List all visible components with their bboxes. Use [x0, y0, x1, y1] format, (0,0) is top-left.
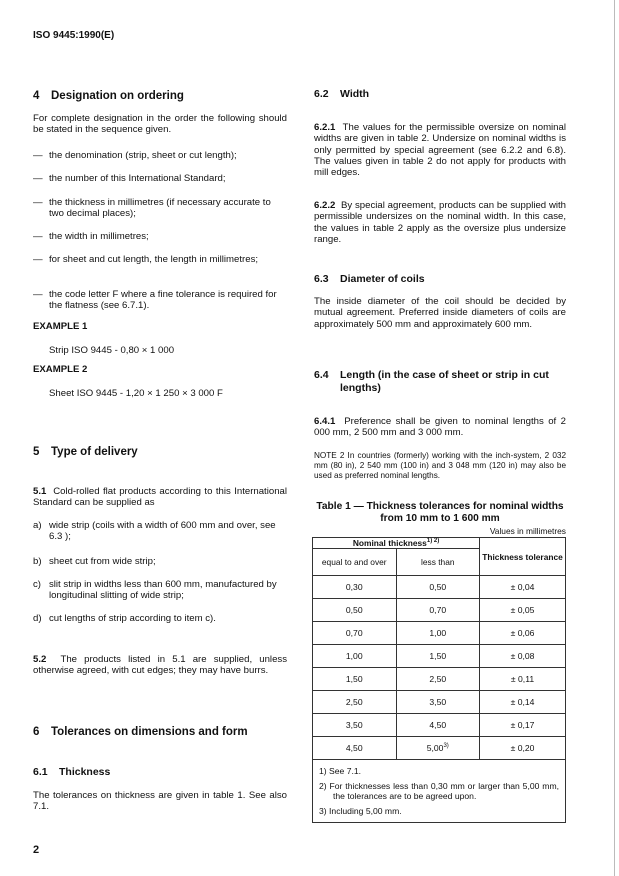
cell-to: 3,50: [396, 691, 480, 714]
thickness-tolerance-table: [312, 537, 566, 823]
paragraph-number: 6.4.1: [314, 416, 336, 427]
section-number: 6: [33, 726, 40, 738]
nominal-thickness-header: [313, 538, 480, 549]
footnote-ref: 1) 2): [426, 538, 440, 545]
section-6-2-heading: [314, 88, 566, 101]
paragraph-6-2-2: [314, 200, 566, 245]
dash-mark: —: [33, 231, 43, 242]
list-item: [33, 254, 287, 265]
list-item: [33, 579, 287, 602]
cell-from: 2,50: [313, 691, 397, 714]
paragraph-text: Preference shall be given to nominal lengths of 2 000 mm, 2 500 mm and 3 000 mm.: [314, 416, 566, 439]
example-1-label: EXAMPLE 1: [33, 321, 88, 332]
col-to-header: less than: [396, 549, 480, 576]
list-item: [33, 150, 287, 161]
list-item: [33, 197, 287, 220]
list-item-text: the code letter F where a fine tolerance is required for the flatness (see 6.7.1).: [49, 289, 277, 312]
dash-mark: —: [33, 254, 43, 265]
table-header-row: [313, 538, 566, 549]
list-marker: c): [33, 579, 41, 590]
section-6-4-heading: [314, 369, 566, 395]
cell-to: 1,00: [396, 622, 480, 645]
section-number: 5: [33, 446, 40, 458]
table-row: [313, 714, 566, 737]
col-from-header: equal to and over: [313, 549, 397, 576]
paragraph-number: 6.2.1: [314, 122, 336, 133]
cell-to: 4,50: [396, 714, 480, 737]
table-row: [313, 599, 566, 622]
section-title: Thickness: [59, 766, 111, 778]
cell-from: 0,50: [313, 599, 397, 622]
section-number: 6.2: [314, 88, 329, 100]
list-item: [33, 173, 287, 184]
section-number: 6.4: [314, 369, 329, 381]
cell-to: 2,50: [396, 668, 480, 691]
section-5-heading: [33, 445, 287, 459]
cell-tolerance: ± 0,06: [480, 622, 566, 645]
table-1-title: [312, 501, 568, 525]
paragraph-number: 5.2: [33, 654, 47, 665]
section-6-1-text: The tolerances on thickness are given in table 1. See also 7.1.: [33, 790, 287, 813]
cell-tolerance: ± 0,20: [480, 737, 566, 760]
example-2-text: Sheet ISO 9445 - 1,20 × 1 250 × 3 000 F: [49, 388, 223, 399]
cell-to: 0,70: [396, 599, 480, 622]
dash-mark: —: [33, 173, 43, 184]
table-footnotes: [313, 760, 566, 823]
section-number: 4: [33, 90, 40, 102]
table-row: [313, 691, 566, 714]
cell-to: 1,50: [396, 645, 480, 668]
cell-to: 0,50: [396, 576, 480, 599]
cell-tolerance: ± 0,08: [480, 645, 566, 668]
cell-tolerance: ± 0,17: [480, 714, 566, 737]
cell-tolerance: ± 0,04: [480, 576, 566, 599]
list-marker: b): [33, 556, 42, 567]
list-item-text: the denomination (strip, sheet or cut length);: [49, 150, 237, 161]
cell-from: 3,50: [313, 714, 397, 737]
example-2-label: EXAMPLE 2: [33, 364, 88, 375]
section-4-intro: For complete designation in the order the following should be stated in the sequence given.: [33, 113, 287, 136]
table-units: Values in millimetres: [489, 526, 566, 536]
cell-to: [396, 737, 480, 760]
cell-from: 1,50: [313, 668, 397, 691]
table-row: [313, 737, 566, 760]
section-title: Length (in the case of sheet or strip in cut lengths): [340, 369, 549, 394]
paragraph-number: 6.2.2: [314, 200, 336, 211]
paragraph-text: By special agreement, products can be supplied with permissible undersizes on the nominal width. In this case, the values in table 2 apply as the oversize plus undersize range.: [314, 200, 566, 245]
section-title: Width: [340, 88, 370, 100]
footnote: 3) Including 5,00 mm.: [319, 805, 402, 816]
table-row: [313, 622, 566, 645]
example-1-text: Strip ISO 9445 - 0,80 × 1 000: [49, 345, 175, 356]
tolerance-header: Thickness tolerance: [480, 538, 566, 576]
dash-mark: —: [33, 197, 43, 208]
dash-mark: —: [33, 150, 43, 161]
list-item-text: slit strip in widths less than 600 mm, manufactured by longitudinal slitting of wide strip;: [49, 579, 277, 602]
section-title: Type of delivery: [51, 446, 138, 458]
table-title-line: from 10 mm to 1 600 mm: [380, 513, 500, 524]
footnote-ref: 3): [443, 743, 449, 750]
section-number: 6.3: [314, 273, 329, 285]
dash-mark: —: [33, 289, 43, 300]
list-item: [33, 231, 287, 242]
cell-from: 0,70: [313, 622, 397, 645]
section-title: Tolerances on dimensions and form: [51, 726, 248, 738]
section-6-3-heading: [314, 273, 566, 286]
table-row: [313, 645, 566, 668]
section-title: Designation on ordering: [51, 90, 184, 102]
list-item-text: the thickness in millimetres (if necessary accurate to two decimal places);: [49, 197, 271, 220]
section-title: Diameter of coils: [340, 273, 425, 285]
list-item-text: for sheet and cut length, the length in millimetres;: [49, 254, 259, 265]
list-item: [33, 613, 287, 624]
paragraph-6-4-1: [314, 416, 566, 439]
list-marker: a): [33, 520, 42, 531]
cell-from: 0,30: [313, 576, 397, 599]
paragraph-text: The values for the permissible oversize on nominal widths are given in table 2. Undersize on nominal widths is only permitted by special agreement (see 6.2.2 and 6.8). The values given in table 2 do not apply for products with mill edges.: [314, 122, 566, 179]
page-edge-divider: [614, 0, 615, 876]
cell-from: 1,00: [313, 645, 397, 668]
list-item-text: wide strip (coils with a width of 600 mm and over, see 6.3 );: [49, 520, 276, 543]
paragraph-6-2-1: [314, 122, 566, 178]
list-item-text: cut lengths of strip according to item c).: [49, 613, 216, 624]
page-number: 2: [33, 844, 40, 856]
section-number: 6.1: [33, 766, 48, 778]
note-2: NOTE 2 In countries (formerly) working with the inch-system, 2 032 mm (80 in), 2 540 mm (100 in) and 3 048 mm (120 in) may also be used as preferred nominal lengths.: [314, 451, 566, 481]
table-title-line: Table 1 — Thickness tolerances for nominal widths: [316, 501, 564, 512]
cell-tolerance: ± 0,05: [480, 599, 566, 622]
paragraph-5-1: [33, 486, 287, 509]
section-4-heading: [33, 89, 287, 103]
list-item-text: the width in millimetres;: [49, 231, 149, 242]
table-row: [313, 668, 566, 691]
cell-to-value: 5,00: [426, 743, 444, 753]
section-6-3-text: The inside diameter of the coil should be decided by mutual agreement. Preferred inside diameters of coils are approximately 500 mm and approximately 600 mm.: [314, 296, 566, 330]
table-row: [313, 576, 566, 599]
paragraph-text: Cold-rolled flat products according to this International Standard can be supplied as: [33, 486, 287, 509]
paragraph-number: 5.1: [33, 486, 47, 497]
footnotes-row: [313, 760, 566, 823]
list-item-text: sheet cut from wide strip;: [49, 556, 156, 567]
cell-tolerance: ± 0,14: [480, 691, 566, 714]
cell-from: 4,50: [313, 737, 397, 760]
list-item: [33, 556, 287, 567]
section-6-1-heading: [33, 766, 287, 779]
section-6-heading: [33, 725, 287, 739]
cell-tolerance: ± 0,11: [480, 668, 566, 691]
paragraph-text: The products listed in 5.1 are supplied, unless otherwise agreed, with cut edges; they may have burrs.: [33, 654, 287, 677]
header-text: Nominal thickness: [352, 538, 427, 548]
list-marker: d): [33, 613, 42, 624]
list-item: [33, 520, 287, 543]
list-item-text: the number of this International Standard;: [49, 173, 226, 184]
footnote: 2) For thicknesses less than 0,30 mm or larger than 5,00 mm, the tolerances are to be agreed upon.: [319, 780, 559, 801]
footnote: 1) See 7.1.: [319, 766, 362, 776]
paragraph-5-2: [33, 654, 287, 677]
document-id: ISO 9445:1990(E): [33, 30, 115, 41]
list-item: [33, 289, 287, 312]
